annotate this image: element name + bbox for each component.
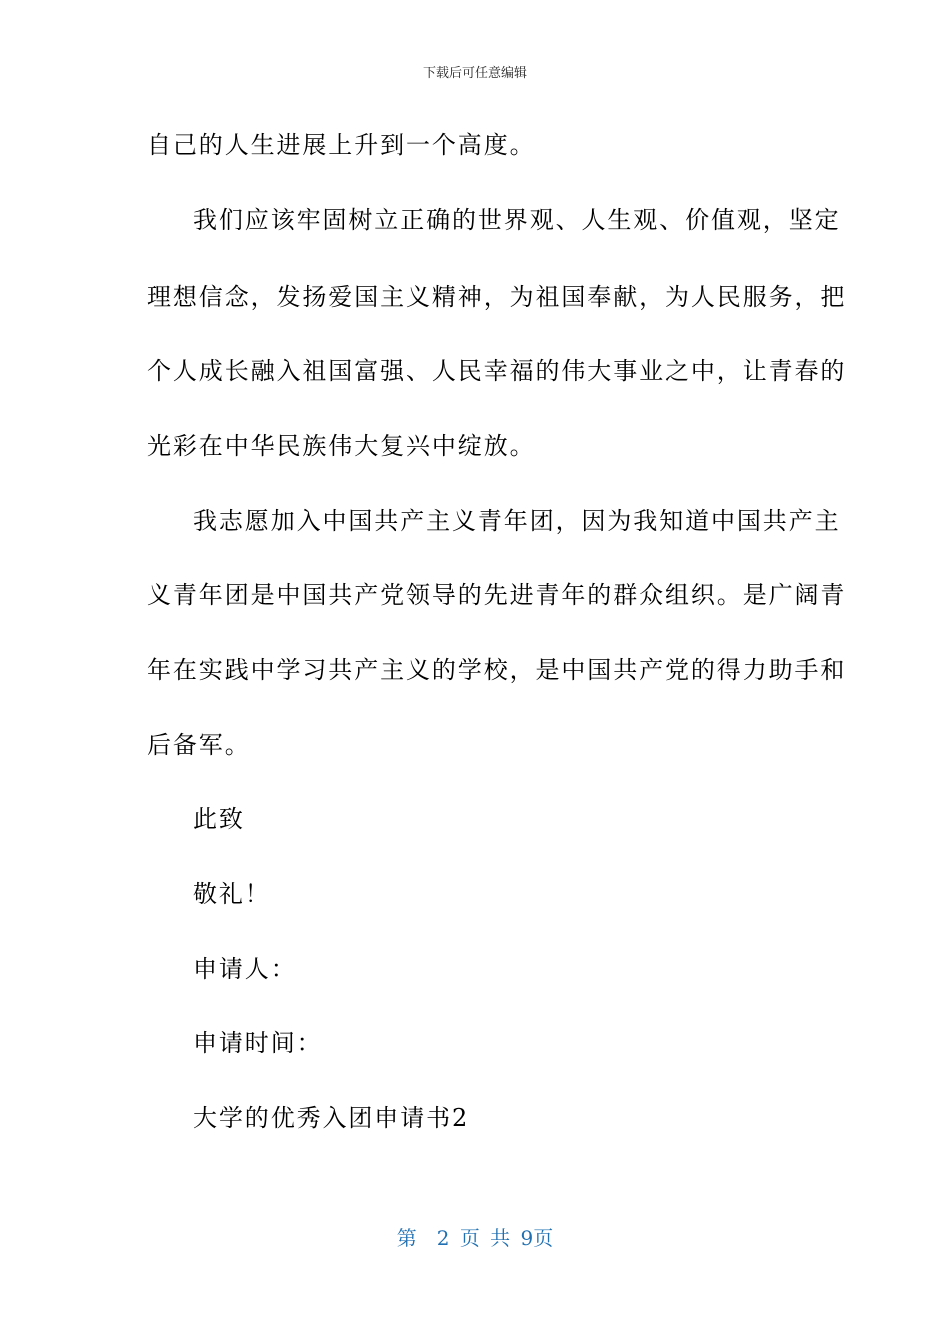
page-number: 第 2 页 共 9页 xyxy=(396,1226,554,1250)
body-line: 理想信念，发扬爱国主义精神，为祖国奉献，为人民服务，把 xyxy=(147,283,847,311)
body-line: 我志愿加入中国共产主义青年团，因为我知道中国共产主 xyxy=(193,507,841,535)
body-line: 个人成长融入祖国富强、人民幸福的伟大事业之中，让青春的 xyxy=(147,357,847,385)
page-header: 下载后可任意编辑 xyxy=(422,66,527,81)
closing-regards: 敬礼！ xyxy=(193,880,271,908)
section-heading: 大学的优秀入团申请书2 xyxy=(193,1104,470,1132)
body-line: 义青年团是中国共产党领导的先进青年的群众组织。是广阔青 xyxy=(147,581,847,609)
body-line: 后备军。 xyxy=(147,731,251,759)
applicant-label: 申请人： xyxy=(193,955,297,983)
body-line: 光彩在中华民族伟大复兴中绽放。 xyxy=(147,432,536,460)
closing-salutation: 此致 xyxy=(193,805,245,833)
body-line: 自己的人生进展上升到一个高度。 xyxy=(147,131,536,159)
body-line: 年在实践中学习共产主义的学校，是中国共产党的得力助手和 xyxy=(147,656,847,684)
body-line: 我们应该牢固树立正确的世界观、人生观、价值观，坚定 xyxy=(193,206,841,234)
application-date-label: 申请时间： xyxy=(193,1029,323,1057)
